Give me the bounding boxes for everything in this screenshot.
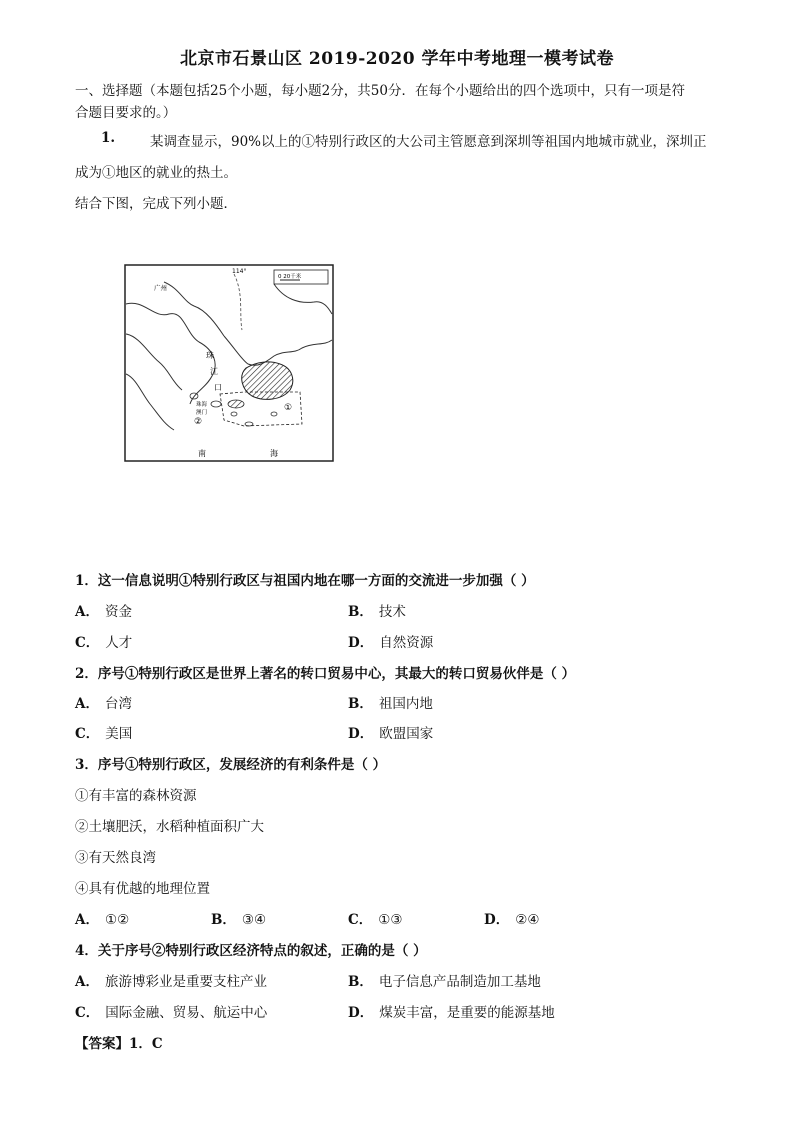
question-4-option-c[interactable] xyxy=(75,1001,267,1021)
option-text: 祖国内地 xyxy=(378,696,433,712)
label-zhuhai: 珠海 xyxy=(196,402,208,408)
question-3-option-a[interactable] xyxy=(75,908,129,928)
option-label: D． xyxy=(484,912,510,928)
instructions-line-1: 一、选择题（本题包括25个小题，每小题2分，共50分．在每个小题给出的四个选项中，只有一项是符 xyxy=(75,83,685,99)
option-label: C． xyxy=(75,1005,100,1021)
option-text: 人才 xyxy=(105,635,133,651)
intro-number-label: 1. xyxy=(101,130,116,146)
option-text: 技术 xyxy=(378,604,406,620)
option-text: 美国 xyxy=(105,726,133,742)
answer-line: 【答案】1．C xyxy=(75,1036,163,1052)
option-text: 电子信息产品制造加工基地 xyxy=(378,974,541,990)
question-1-stem: 1．这一信息说明①特别行政区与祖国内地在哪一方面的交流进一步加强（ ） xyxy=(75,573,535,589)
label-guangzhou: 广州 xyxy=(154,284,167,292)
question-1-option-a[interactable] xyxy=(75,600,132,620)
question-4-stem: 4．关于序号②特别行政区经济特点的叙述，正确的是（ ） xyxy=(75,943,427,959)
label-jiang: 江 xyxy=(210,367,218,376)
label-longitude: 114° xyxy=(232,268,247,275)
label-nan: 南 xyxy=(198,449,206,458)
option-label: B． xyxy=(348,696,373,712)
option-label: A． xyxy=(75,974,99,990)
option-text: 旅游博彩业是重要支柱产业 xyxy=(104,974,267,990)
option-label: A． xyxy=(75,696,99,712)
intro-number xyxy=(101,130,115,146)
question-4-option-a[interactable] xyxy=(75,970,267,990)
question-1-option-b[interactable] xyxy=(348,600,406,620)
map-frame xyxy=(125,265,333,461)
question-3-item-4: ④具有优越的地理位置 xyxy=(75,881,210,897)
special-region-1-area xyxy=(242,362,293,399)
question-3-option-d[interactable] xyxy=(484,908,539,928)
label-kou: 口 xyxy=(214,383,222,392)
label-zhu: 珠 xyxy=(206,351,214,360)
option-text: ③④ xyxy=(241,912,267,928)
option-text: 煤炭丰富，是重要的能源基地 xyxy=(379,1005,555,1021)
option-label: B． xyxy=(211,912,236,928)
label-region-1: ① xyxy=(284,403,293,413)
question-4-option-b[interactable] xyxy=(348,970,541,990)
label-scale: 0 20千米 xyxy=(278,274,302,280)
question-2-option-c[interactable] xyxy=(75,722,132,742)
intro-line-1: 某调查显示，90%以上的①特别行政区的大公司主管愿意到深圳等祖国内地城市就业，深圳正 xyxy=(150,134,707,150)
option-label: A． xyxy=(75,912,99,928)
question-2-stem: 2．序号①特别行政区是世界上著名的转口贸易中心，其最大的转口贸易伙伴是（ ） xyxy=(75,666,576,682)
intro-line-2: 成为①地区的就业的热土。 xyxy=(75,165,237,181)
question-2-option-b[interactable] xyxy=(348,692,433,712)
option-text: ②④ xyxy=(515,912,540,928)
question-3-option-b[interactable] xyxy=(211,908,266,928)
option-label: A． xyxy=(75,604,99,620)
option-text: ①② xyxy=(104,912,130,928)
label-aomen: 澳门 xyxy=(196,410,208,416)
question-2-option-d[interactable] xyxy=(348,722,433,742)
option-label: C． xyxy=(75,635,100,651)
option-text: 资金 xyxy=(104,604,132,620)
special-island xyxy=(228,400,244,408)
page-title: 北京市石景山区 2019-2020 学年中考地理一模考试卷 xyxy=(179,49,615,69)
option-label: C． xyxy=(75,726,100,742)
option-label: D． xyxy=(348,1005,374,1021)
label-hai: 海 xyxy=(270,449,278,458)
question-1-option-c[interactable] xyxy=(75,631,132,651)
question-4-option-d[interactable] xyxy=(348,1001,555,1021)
question-3-item-2: ②土壤肥沃，水稻种植面积广大 xyxy=(75,819,264,835)
question-3-option-c[interactable] xyxy=(348,908,402,928)
instructions-line-2: 合题目要求的。） xyxy=(75,105,177,121)
option-text: 自然资源 xyxy=(379,635,434,651)
intro-line-3: 结合下图，完成下列小题． xyxy=(75,196,237,212)
question-3-item-1: ①有丰富的森林资源 xyxy=(75,788,197,804)
label-region-2: ② xyxy=(194,417,203,427)
option-label: D． xyxy=(348,635,374,651)
pearl-river-delta-map xyxy=(124,264,334,462)
option-label: B． xyxy=(348,974,373,990)
option-label: C． xyxy=(348,912,373,928)
question-3-item-3: ③有天然良湾 xyxy=(75,850,156,866)
question-2-option-a[interactable] xyxy=(75,692,132,712)
option-text: 欧盟国家 xyxy=(379,726,434,742)
option-label: B． xyxy=(348,604,373,620)
option-label: D． xyxy=(348,726,374,742)
question-1-option-d[interactable] xyxy=(348,631,433,651)
option-text: 国际金融、贸易、航运中心 xyxy=(105,1005,268,1021)
question-3-stem: 3．序号①特别行政区，发展经济的有利条件是（ ） xyxy=(75,757,387,773)
option-text: ①③ xyxy=(378,912,403,928)
option-text: 台湾 xyxy=(104,696,132,712)
